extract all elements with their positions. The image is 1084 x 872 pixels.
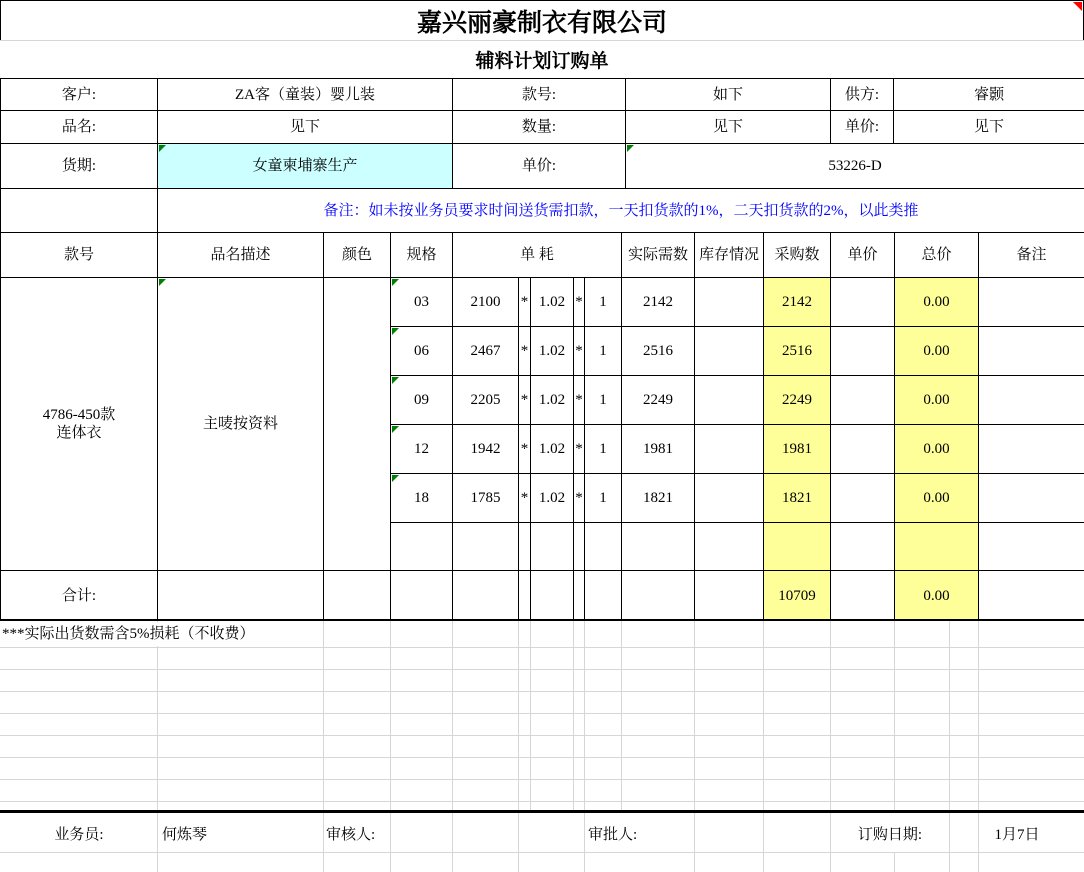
actual-cell: 2249 xyxy=(621,375,695,425)
purchase-cell: 1821 xyxy=(763,473,831,523)
mult-cell: * xyxy=(518,277,531,327)
factor-cell: 1.02 xyxy=(530,326,574,376)
table-bottom-border xyxy=(0,619,1084,621)
price-cell xyxy=(830,375,895,425)
unit-cell: 1 xyxy=(584,326,622,376)
purchase-cell: 1981 xyxy=(763,424,831,474)
gridline xyxy=(0,713,1084,714)
gridline xyxy=(157,621,158,810)
order-date-value: 1月7日 xyxy=(949,813,1084,853)
factor-cell: 1.02 xyxy=(530,375,574,425)
gridline xyxy=(452,813,453,853)
mult-cell: * xyxy=(518,375,531,425)
unit-cell: 1 xyxy=(584,375,622,425)
empty-cell xyxy=(978,570,1084,621)
gridline xyxy=(323,621,324,810)
item-color-cell xyxy=(323,277,391,571)
order-price-label: 单价: xyxy=(452,143,626,189)
qty-cell xyxy=(452,522,519,571)
empty-cell xyxy=(621,570,695,621)
gridline xyxy=(894,621,895,810)
total-cell xyxy=(894,522,979,571)
actual-cell: 1981 xyxy=(621,424,695,474)
order-code-cell xyxy=(625,143,1084,189)
note-cell xyxy=(978,424,1084,474)
qty-cell: 1942 xyxy=(452,424,519,474)
stock-cell xyxy=(694,277,764,327)
empty-cell xyxy=(323,570,391,621)
header-color: 颜色 xyxy=(323,232,391,278)
actual-cell: 2516 xyxy=(621,326,695,376)
qty-cell: 1785 xyxy=(452,473,519,523)
order-code-value: 53226-D xyxy=(828,158,882,174)
salesperson-value: 何炼琴 xyxy=(160,813,209,853)
gridline xyxy=(323,853,324,872)
text-number-indicator-icon xyxy=(392,426,399,433)
gridline xyxy=(0,852,1084,853)
order-date-label: 订购日期: xyxy=(830,813,950,853)
header-style-no: 款号 xyxy=(0,232,158,278)
gridline xyxy=(978,621,979,810)
approver-label: 审批人: xyxy=(586,813,639,853)
item-style-line1: 4786-450款 xyxy=(42,407,116,423)
customer-value: ZA客（童装）婴儿装 xyxy=(157,78,453,111)
gridline xyxy=(694,853,695,872)
gridline xyxy=(894,853,895,872)
mult-cell: * xyxy=(573,326,585,376)
actual-cell: 2142 xyxy=(621,277,695,327)
spec-cell: 06 xyxy=(390,326,453,376)
remark-cell: 备注：如未按业务员要求时间送货需扣款，一天扣货款的1%，二天扣货款的2%，以此类推 xyxy=(157,188,1084,233)
header-note: 备注 xyxy=(978,232,1084,278)
sum-label: 合计: xyxy=(0,570,158,621)
style-no-value: 如下 xyxy=(625,78,831,111)
price-cell xyxy=(830,522,895,571)
gridline xyxy=(830,853,831,872)
signature-row xyxy=(0,813,1084,853)
salesperson-label: 业务员: xyxy=(0,813,158,853)
gridline xyxy=(390,853,391,872)
empty-cell xyxy=(694,570,764,621)
stock-cell xyxy=(694,326,764,376)
mult-cell: * xyxy=(518,326,531,376)
qty-cell: 2100 xyxy=(452,277,519,327)
supplier-value: 睿颢 xyxy=(893,78,1084,111)
text-number-indicator-icon xyxy=(392,328,399,335)
actual-cell xyxy=(621,522,695,571)
product-name-label: 品名: xyxy=(0,110,158,144)
company-title-cell xyxy=(0,0,1084,40)
stock-cell xyxy=(694,473,764,523)
empty-cell xyxy=(390,570,453,621)
total-cell: 0.00 xyxy=(894,375,979,425)
mult-cell: * xyxy=(518,473,531,523)
text-number-indicator-icon xyxy=(627,145,634,152)
spec-cell xyxy=(390,522,453,571)
gridline xyxy=(518,621,519,810)
gridline xyxy=(530,621,531,810)
total-cell: 0.00 xyxy=(894,424,979,474)
comment-indicator-icon xyxy=(1073,2,1082,11)
header-purchase-qty: 采购数 xyxy=(763,232,831,278)
gridline xyxy=(0,647,1084,648)
unit-cell: 1 xyxy=(584,473,622,523)
total-cell: 0.00 xyxy=(894,473,979,523)
empty-cell xyxy=(0,188,158,233)
quantity-label: 数量: xyxy=(452,110,626,144)
quantity-value: 见下 xyxy=(625,110,831,144)
text-number-indicator-icon xyxy=(392,475,399,482)
sum-purchase: 10709 xyxy=(763,570,831,621)
gridline xyxy=(949,853,950,872)
stock-cell xyxy=(694,375,764,425)
factor-cell: 1.02 xyxy=(530,277,574,327)
header-description: 品名描述 xyxy=(157,232,324,278)
purchase-cell: 2249 xyxy=(763,375,831,425)
spec-cell: 12 xyxy=(390,424,453,474)
product-name-value: 见下 xyxy=(157,110,453,144)
reviewer-label: 审核人: xyxy=(324,813,377,853)
spec-cell: 03 xyxy=(390,277,453,327)
total-cell: 0.00 xyxy=(894,326,979,376)
empty-cell xyxy=(452,570,519,621)
actual-cell: 1821 xyxy=(621,473,695,523)
gridline xyxy=(763,621,764,810)
delivery-value: 女童柬埔寨生产 xyxy=(252,158,358,174)
header-stock: 库存情况 xyxy=(694,232,764,278)
price-cell xyxy=(830,326,895,376)
form-title: 辅料计划订购单 xyxy=(475,50,609,72)
gridline xyxy=(0,669,1084,670)
spec-cell: 09 xyxy=(390,375,453,425)
qty-cell: 2205 xyxy=(452,375,519,425)
gridline xyxy=(390,621,391,810)
empty-cell xyxy=(830,570,895,621)
mult-cell: * xyxy=(573,375,585,425)
stock-cell xyxy=(694,424,764,474)
customer-label: 客户: xyxy=(0,78,158,111)
note-cell xyxy=(978,375,1084,425)
unit-price-label: 单价: xyxy=(830,110,894,144)
unit-cell: 1 xyxy=(584,424,622,474)
footnote: ***实际出货数需含5%损耗（不收费） xyxy=(2,622,255,646)
price-cell xyxy=(830,277,895,327)
gridline xyxy=(0,757,1084,758)
mult-cell: * xyxy=(573,424,585,474)
gridline xyxy=(157,853,158,872)
stock-cell xyxy=(694,522,764,571)
sum-total: 0.00 xyxy=(894,570,979,621)
text-number-indicator-icon xyxy=(392,279,399,286)
gridline xyxy=(452,621,453,810)
note-cell xyxy=(978,522,1084,571)
company-title: 嘉兴丽豪制衣有限公司 xyxy=(416,9,667,37)
gridline xyxy=(763,853,764,872)
style-no-label: 款号: xyxy=(452,78,626,111)
mult-cell: * xyxy=(573,277,585,327)
price-cell xyxy=(830,424,895,474)
header-spec: 规格 xyxy=(390,232,453,278)
gridline xyxy=(694,621,695,810)
unit-cell: 1 xyxy=(584,277,622,327)
unit-cell xyxy=(584,522,622,571)
gridline xyxy=(584,621,585,810)
total-cell: 0.00 xyxy=(894,277,979,327)
unit-price-value: 见下 xyxy=(893,110,1084,144)
empty-cell xyxy=(157,570,324,621)
item-desc: 主唛按资料 xyxy=(202,416,278,432)
purchase-cell: 2516 xyxy=(763,326,831,376)
mult-cell: * xyxy=(518,424,531,474)
gridline xyxy=(573,621,574,810)
gridline xyxy=(694,813,695,853)
delivery-label: 货期: xyxy=(0,143,158,189)
spec-cell: 18 xyxy=(390,473,453,523)
item-style-line2: 连体衣 xyxy=(56,425,102,441)
gridline xyxy=(452,853,453,872)
delivery-value-cell xyxy=(157,143,453,189)
gridline xyxy=(949,621,950,810)
note-cell xyxy=(978,473,1084,523)
header-unit-consumption: 单 耗 xyxy=(452,232,622,278)
header-unit-price: 单价 xyxy=(830,232,895,278)
purchase-cell: 2142 xyxy=(763,277,831,327)
gridline xyxy=(0,779,1084,780)
factor-cell xyxy=(530,522,574,571)
gridline xyxy=(584,813,585,853)
empty-cell xyxy=(584,570,622,621)
item-style-cell xyxy=(0,277,158,571)
gridline xyxy=(0,801,1084,802)
gridline xyxy=(390,813,391,853)
gridline xyxy=(0,691,1084,692)
gridline xyxy=(518,813,519,853)
mult-cell: * xyxy=(573,473,585,523)
gridline xyxy=(584,853,585,872)
item-desc-cell xyxy=(157,277,324,571)
gridline xyxy=(518,853,519,872)
factor-cell: 1.02 xyxy=(530,473,574,523)
factor-cell: 1.02 xyxy=(530,424,574,474)
supplier-label: 供方: xyxy=(830,78,894,111)
text-number-indicator-icon xyxy=(392,377,399,384)
header-actual-need: 实际需数 xyxy=(621,232,695,278)
price-cell xyxy=(830,473,895,523)
purchase-cell xyxy=(763,522,831,571)
gridline xyxy=(0,735,1084,736)
note-cell xyxy=(978,277,1084,327)
empty-cell xyxy=(530,570,574,621)
note-cell xyxy=(978,326,1084,376)
text-number-indicator-icon xyxy=(159,145,166,152)
gridline xyxy=(621,621,622,810)
qty-cell: 2467 xyxy=(452,326,519,376)
header-total-price: 总价 xyxy=(894,232,979,278)
text-number-indicator-icon xyxy=(159,279,166,286)
gridline xyxy=(763,813,764,853)
gridline xyxy=(830,621,831,810)
gridline xyxy=(978,853,979,872)
